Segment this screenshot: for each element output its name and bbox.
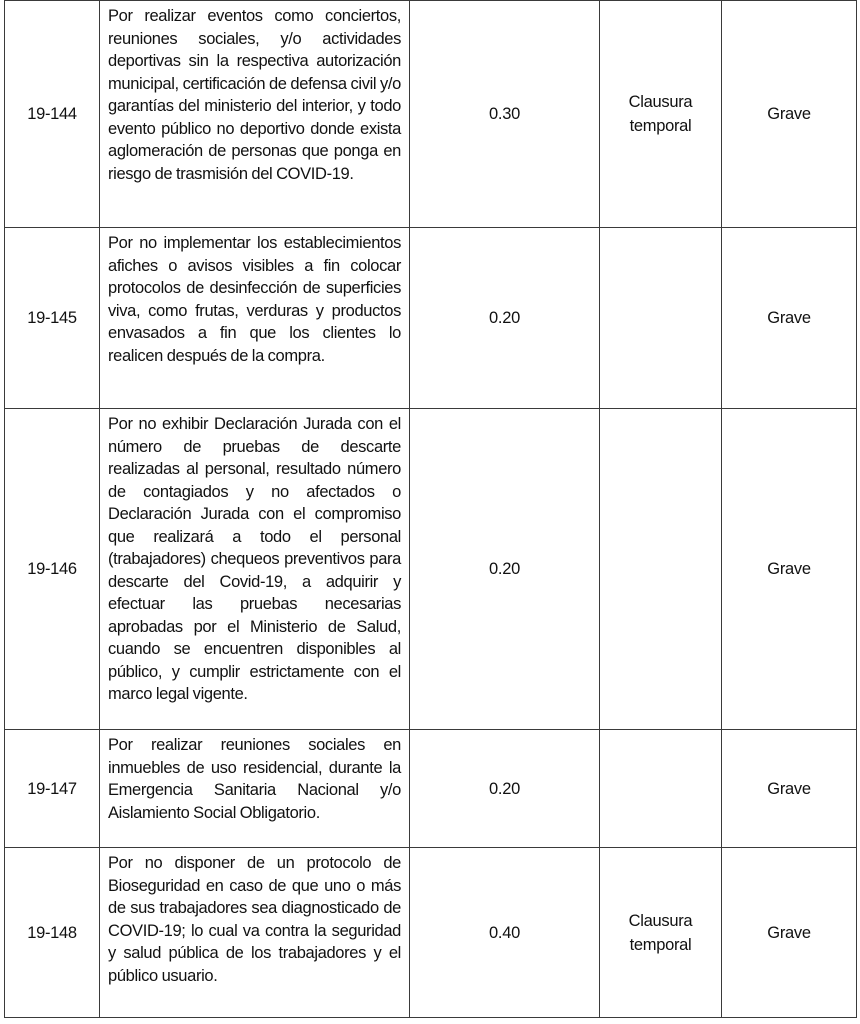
table-row	[5, 848, 857, 1018]
uit-cell	[410, 848, 600, 1018]
gravedad-cell	[722, 228, 857, 409]
uit-value: 0.30	[489, 105, 520, 123]
infraction-code-cell	[5, 228, 100, 409]
infraction-code-cell	[5, 409, 100, 730]
uit-cell	[410, 1, 600, 228]
gravedad-cell	[722, 1, 857, 228]
infraction-description: Por realizar eventos como conciertos, reuniones sociales, y/o actividades deportivas sin la respectiva autorización municipal, certificación de defensa civil y/o garantías del ministerio del interior, y todo evento público no deportivo donde exista aglomeración de personas que ponga en riesgo de trasmisión del COVID-19.	[100, 1, 410, 228]
infraction-description: Por realizar reuniones sociales en inmuebles de uso residencial, durante la Emergencia Sanitaria Nacional y/o Aislamiento Social Obligatorio.	[100, 730, 410, 848]
gravedad-value: Grave	[767, 560, 811, 578]
uit-value: 0.20	[489, 309, 520, 327]
infraction-code: 19-147	[27, 779, 77, 798]
gravedad-value: Grave	[767, 105, 811, 123]
gravedad-value: Grave	[767, 779, 811, 798]
uit-cell	[410, 409, 600, 730]
uit-value: 0.20	[489, 560, 520, 578]
medida-cell	[600, 228, 722, 409]
gravedad-cell	[722, 848, 857, 1018]
uit-cell	[410, 730, 600, 848]
infraction-code: 19-144	[27, 105, 77, 123]
infraction-code: 19-146	[27, 560, 77, 578]
uit-value: 0.20	[489, 779, 520, 798]
table-row	[5, 730, 857, 848]
table-row	[5, 409, 857, 730]
medida-line-1: Clausura	[628, 911, 693, 930]
medida-line-1: Clausura	[628, 93, 693, 111]
infraction-description: Por no exhibir Declaración Jurada con el número de pruebas de descarte realizadas al personal, resultado número de contagiados y no afectados o Declaración Jurada con el compromiso que realizará a todo el personal (trabajadores) chequeos preventivos para descarte del Covid-19, a adquirir y efectuar las pruebas necesarias aprobadas por el Ministerio de Salud, cuando se encuentren disponibles al público, y cumplir estrictamente con el marco legal vigente.	[100, 409, 410, 730]
medida-value	[629, 909, 693, 957]
infraction-description: Por no implementar los establecimientos afiches o avisos visibles a fin colocar protocolos de desinfección de superficies viva, como frutas, verduras y productos envasados a fin que los clientes lo realicen después de la compra.	[100, 228, 410, 409]
infraction-code-cell	[5, 730, 100, 848]
medida-cell	[600, 730, 722, 848]
infraction-description: Por no disponer de un protocolo de Bioseguridad en caso de que uno o más de sus trabajadores sea diagnosticado de COVID-19; lo cual va contra la seguridad y salud pública de los trabajadores y el público usuario.	[100, 848, 410, 1018]
gravedad-value: Grave	[767, 309, 811, 327]
table-row	[5, 1, 857, 228]
uit-value: 0.40	[489, 923, 520, 942]
infraction-code: 19-148	[27, 923, 77, 942]
infractions-table	[4, 0, 857, 1018]
infraction-code: 19-145	[27, 309, 77, 327]
gravedad-cell	[722, 409, 857, 730]
gravedad-cell	[722, 730, 857, 848]
medida-line-2: temporal	[629, 935, 692, 954]
medida-cell	[600, 409, 722, 730]
medida-line-2: temporal	[629, 117, 692, 135]
medida-cell	[600, 1, 722, 228]
medida-cell	[600, 848, 722, 1018]
uit-cell	[410, 228, 600, 409]
medida-value	[629, 90, 693, 138]
infraction-code-cell	[5, 1, 100, 228]
infraction-code-cell	[5, 848, 100, 1018]
table-row	[5, 228, 857, 409]
gravedad-value: Grave	[767, 923, 811, 942]
